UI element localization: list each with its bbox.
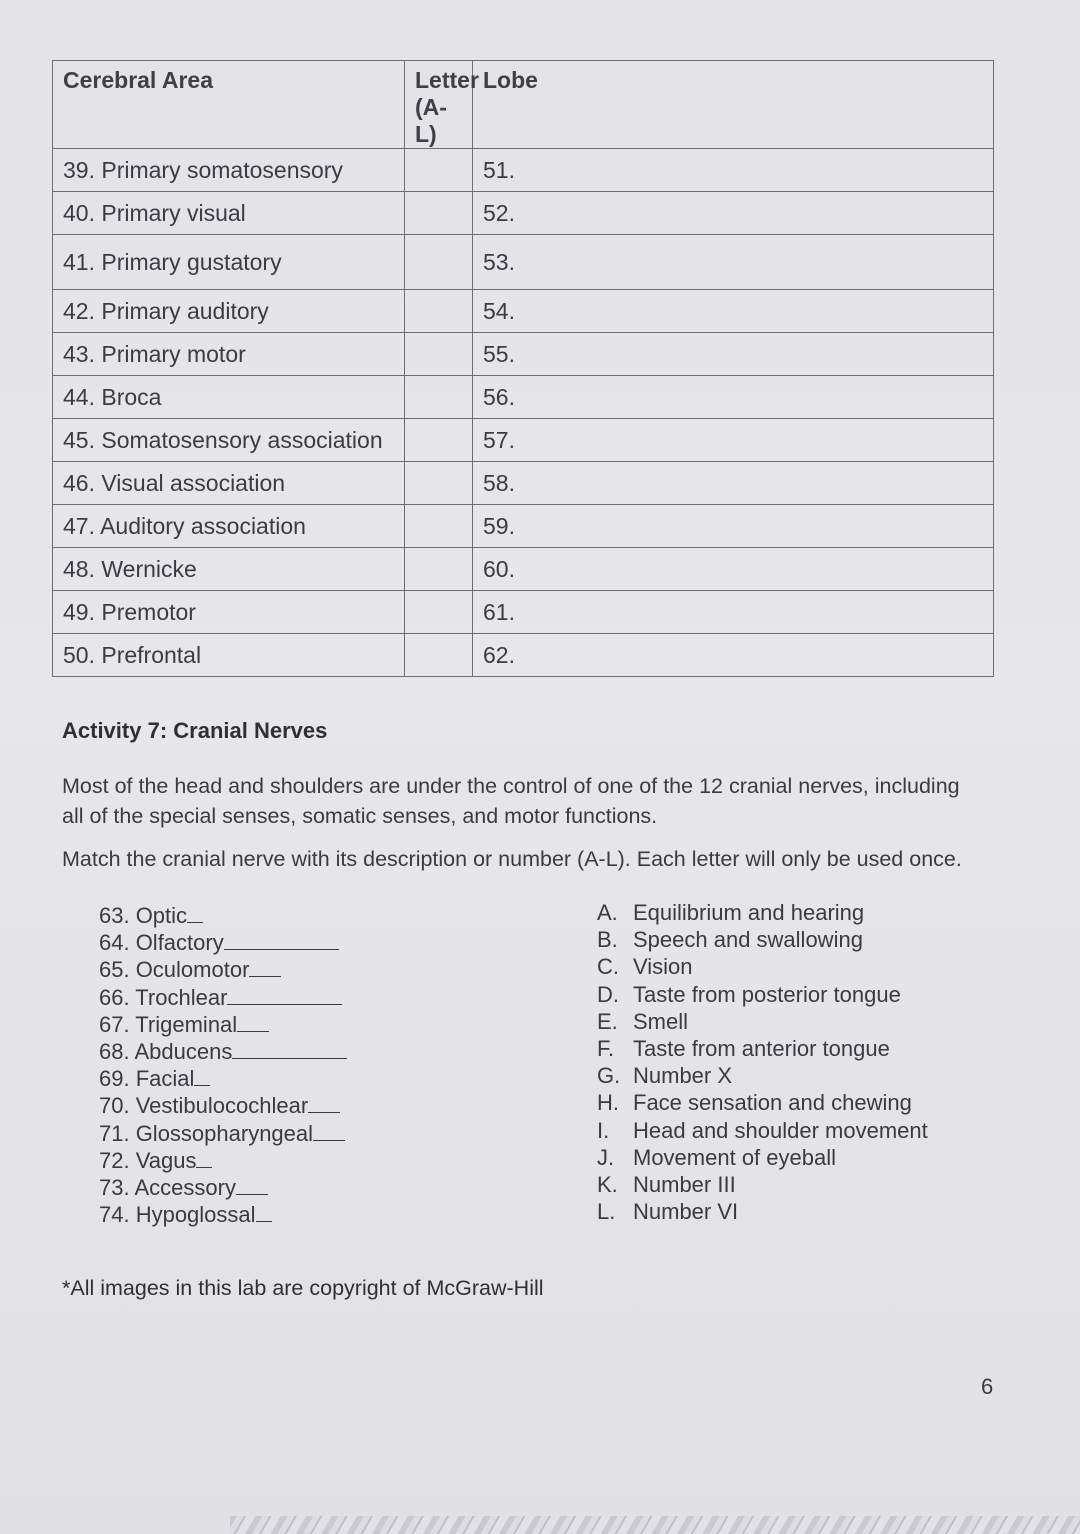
cerebral-area-cell: 49. Premotor	[53, 591, 405, 634]
description-text: Equilibrium and hearing	[633, 900, 865, 925]
nerve-item	[99, 984, 347, 1011]
table-header-row	[53, 61, 994, 149]
header-lobe: Lobe	[473, 61, 994, 149]
cerebral-area-cell: 47. Auditory association	[53, 505, 405, 548]
nerve-item	[99, 1120, 347, 1147]
description-text: Speech and swallowing	[633, 927, 863, 953]
table-row	[53, 505, 994, 548]
description-item	[597, 1035, 928, 1062]
nerve-label: 73. Accessory	[99, 1175, 236, 1201]
nerve-label: 64. Olfactory	[99, 930, 224, 956]
answer-blank[interactable]	[249, 958, 281, 977]
nerve-label: 63. Optic	[99, 903, 188, 928]
description-letter: K.	[597, 1172, 618, 1198]
answer-blank[interactable]	[196, 1149, 212, 1168]
description-letter: H.	[597, 1090, 619, 1116]
description-text: Smell	[633, 1008, 689, 1034]
letter-answer-cell[interactable]	[405, 419, 473, 462]
nerve-label: 68. Abducens	[99, 1039, 233, 1065]
nerve-label: 72. Vagus	[99, 1147, 197, 1173]
nerve-item	[99, 902, 347, 929]
table-row	[53, 192, 994, 235]
table-row	[53, 462, 994, 505]
description-item	[597, 1089, 928, 1116]
table-body	[53, 149, 994, 677]
page-number: 6	[981, 1374, 994, 1399]
description-item	[597, 1198, 928, 1225]
activity-instructions: Match the cranial nerve with its description or number (A-L). Each letter will only be used once.	[62, 847, 962, 871]
description-text: Number III	[633, 1172, 736, 1198]
description-list	[597, 899, 928, 1225]
letter-answer-cell[interactable]	[405, 333, 473, 376]
nerve-item	[99, 1065, 347, 1092]
description-item	[597, 926, 928, 953]
description-text: Face sensation and chewing	[633, 1090, 912, 1116]
description-item	[597, 1117, 928, 1144]
description-item	[597, 1171, 928, 1198]
cerebral-area-cell: 43. Primary motor	[53, 333, 405, 376]
header-cerebral-area: Cerebral Area	[53, 61, 405, 149]
letter-answer-cell[interactable]	[405, 548, 473, 591]
lobe-answer-cell[interactable]: 53.	[473, 235, 994, 290]
answer-blank[interactable]	[308, 1094, 340, 1113]
nerve-item	[99, 1011, 347, 1038]
lobe-answer-cell[interactable]: 58.	[473, 462, 994, 505]
description-item	[597, 1008, 928, 1035]
description-item	[597, 981, 928, 1008]
table-row	[53, 235, 994, 290]
description-letter: L.	[597, 1199, 616, 1225]
letter-answer-cell[interactable]	[405, 591, 473, 634]
activity-title: Activity 7: Cranial Nerves	[62, 718, 328, 743]
description-text: Number VI	[633, 1199, 739, 1225]
lobe-answer-cell[interactable]: 61.	[473, 591, 994, 634]
answer-blank[interactable]	[227, 986, 342, 1005]
letter-answer-cell[interactable]	[405, 462, 473, 505]
lobe-answer-cell[interactable]: 59.	[473, 505, 994, 548]
answer-blank[interactable]	[232, 1040, 347, 1059]
nerve-item	[99, 956, 347, 983]
description-item	[597, 899, 928, 926]
nerve-item	[99, 1092, 347, 1119]
nerve-label: 69. Facial	[99, 1066, 195, 1092]
nerve-item	[99, 929, 347, 956]
lobe-answer-cell[interactable]: 54.	[473, 290, 994, 333]
letter-answer-cell[interactable]	[405, 192, 473, 235]
nerve-label: 70. Vestibulocochlear	[99, 1093, 309, 1119]
binder-edge	[230, 1516, 1080, 1534]
nerve-item	[99, 1201, 347, 1228]
activity-intro: Most of the head and shoulders are under the control of one of the 12 cranial nerves, including all of the special senses, somatic senses, and motor functions.	[62, 774, 960, 828]
table-row	[53, 149, 994, 192]
table-row	[53, 419, 994, 462]
description-letter: C.	[597, 954, 619, 980]
cerebral-area-cell: 50. Prefrontal	[53, 634, 405, 677]
lobe-answer-cell[interactable]: 55.	[473, 333, 994, 376]
nerve-item	[99, 1174, 347, 1201]
nerve-label: 71. Glossopharyngeal	[99, 1120, 314, 1146]
nerve-label: 74. Hypoglossal	[99, 1202, 256, 1228]
header-letter: Letter (A-L)	[405, 61, 473, 149]
description-letter: J.	[597, 1144, 615, 1170]
description-text: Taste from posterior tongue	[633, 981, 901, 1007]
letter-answer-cell[interactable]	[405, 505, 473, 548]
cerebral-area-cell: 42. Primary auditory	[53, 290, 405, 333]
description-letter: F.	[597, 1036, 615, 1062]
answer-blank[interactable]	[237, 1013, 269, 1032]
table-row	[53, 548, 994, 591]
letter-answer-cell[interactable]	[405, 290, 473, 333]
letter-answer-cell[interactable]	[405, 376, 473, 419]
description-item	[597, 953, 928, 980]
description-letter: A.	[597, 900, 618, 925]
letter-answer-cell[interactable]	[405, 235, 473, 290]
cerebral-area-cell: 45. Somatosensory association	[53, 419, 405, 462]
description-letter: G.	[597, 1063, 621, 1089]
copyright-note: *All images in this lab are copyright of McGraw-Hill	[62, 1276, 544, 1300]
description-text: Number X	[633, 1063, 733, 1089]
description-letter: B.	[597, 927, 618, 953]
nerve-label: 67. Trigeminal	[99, 1011, 238, 1037]
nerve-item	[99, 1038, 347, 1065]
cerebral-area-cell: 39. Primary somatosensory	[53, 149, 405, 192]
description-text: Taste from anterior tongue	[633, 1036, 890, 1062]
answer-blank[interactable]	[224, 931, 339, 950]
cerebral-area-cell: 40. Primary visual	[53, 192, 405, 235]
lobe-answer-cell[interactable]: 52.	[473, 192, 994, 235]
description-letter: I.	[597, 1117, 610, 1143]
lobe-answer-cell[interactable]: 51.	[473, 149, 994, 192]
answer-blank[interactable]	[194, 1067, 210, 1086]
letter-answer-cell[interactable]	[405, 634, 473, 677]
table-row	[53, 634, 994, 677]
nerve-item	[99, 1147, 347, 1174]
cerebral-area-cell: 48. Wernicke	[53, 548, 405, 591]
table-row	[53, 290, 994, 333]
description-item	[597, 1144, 928, 1171]
answer-blank[interactable]	[256, 1203, 272, 1222]
nerve-label: 66. Trochlear	[99, 984, 228, 1010]
description-letter: E.	[597, 1008, 618, 1034]
table-row	[53, 333, 994, 376]
table-row	[53, 591, 994, 634]
letter-answer-cell[interactable]	[405, 149, 473, 192]
lobe-answer-cell[interactable]: 62.	[473, 634, 994, 677]
answer-blank[interactable]	[313, 1122, 345, 1141]
description-text: Head and shoulder movement	[633, 1117, 928, 1143]
nerve-list	[99, 902, 347, 1228]
description-text: Vision	[633, 954, 693, 980]
cerebral-area-cell: 41. Primary gustatory	[53, 235, 405, 290]
lobe-answer-cell[interactable]: 57.	[473, 419, 994, 462]
table-row	[53, 376, 994, 419]
description-letter: D.	[597, 981, 619, 1007]
cerebral-area-cell: 46. Visual association	[53, 462, 405, 505]
description-text: Movement of eyeball	[633, 1144, 836, 1170]
lobe-answer-cell[interactable]: 60.	[473, 548, 994, 591]
answer-blank[interactable]	[236, 1176, 268, 1195]
cerebral-area-cell: 44. Broca	[53, 376, 405, 419]
answer-blank[interactable]	[187, 904, 203, 923]
nerve-label: 65. Oculomotor	[99, 957, 250, 983]
description-item	[597, 1062, 928, 1089]
cerebral-area-table	[52, 60, 994, 677]
lobe-answer-cell[interactable]: 56.	[473, 376, 994, 419]
